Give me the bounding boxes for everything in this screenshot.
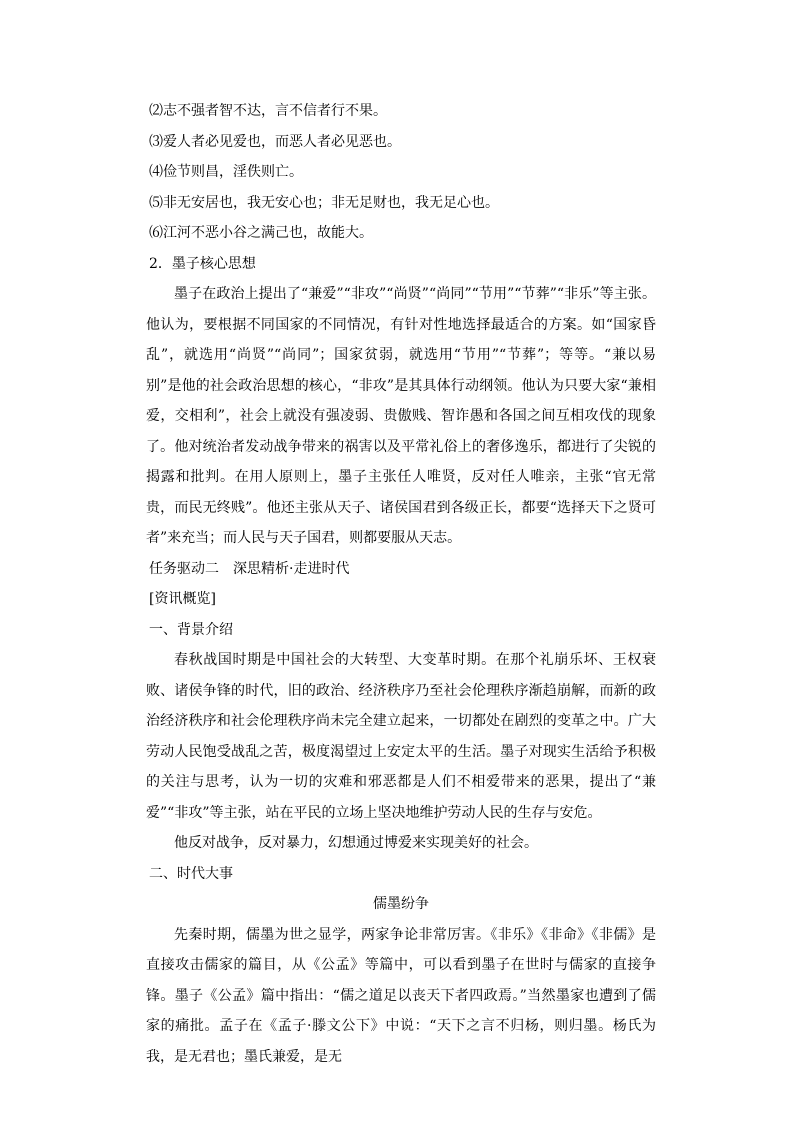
quote-item-2: ⑵志不强者智不达，言不信者行不果。 <box>149 103 387 119</box>
events-title: 儒墨纷争 <box>373 896 429 912</box>
events-heading: 二、时代大事 <box>149 865 233 882</box>
background-heading: 一、背景介绍 <box>149 621 233 638</box>
background-paragraph-2: 他反对战争，反对暴力，幻想通过博爱来实现美好的社会。 <box>174 835 538 851</box>
section2-heading: 2．墨子核心思想 <box>149 255 256 272</box>
section2-paragraph: 墨子在政治上提出了“兼爱”“非攻”“尚贤”“尚同”“节用”“节葬”“非乐”等主张。他认为，要根据不同国家的不同情况，有针对性地选择最适合的方案。如“国家昏乱”，就选用“尚贤”“尚同”；国家贫弱，就选用“节用”“节葬”；等等。“兼以易别”是他的社会政治思想的核心，“非攻”是其具体行动纲领。他认为只要大家“兼相爱，交相利”，社会上就没有强凌弱、贵傲贱、智诈愚和各国之间互相攻伐的现象了。他对统治者发动战争带来的祸害以及平常礼俗上的奢侈逸乐，都进行了尖锐的揭露和批判。在用人原则上，墨子主张任人唯贤，反对任人唯亲，主张“官无常贵，而民无终贱”。他还主张从天子、诸侯国君到各级正长，都要“选择天下之贤可者”来充当；而人民与天子国君，则都要服从天志。 <box>146 286 656 546</box>
quote-item-4: ⑷俭节则昌，淫佚则亡。 <box>149 164 303 180</box>
quote-item-3: ⑶爱人者必见爱也，而恶人者必见恶也。 <box>149 133 401 150</box>
background-paragraph-1: 春秋战国时期是中国社会的大转型、大变革时期。在那个礼崩乐坏、王权衰败、诸侯争锋的时代，旧的政治、经济秩序乃至社会伦理秩序渐趋崩解，而新的政治经济秩序和社会伦理秩序尚未完全建立起来，一切都处在剧烈的变革之中。广大劳动人民饱受战乱之苦，极度渴望过上安定太平的生活。墨子对现实生活给予积极的关注与思考，认为一切的灾难和邪恶都是人们不相爱带来的恶果，提出了“兼爱”“非攻”等主张，站在平民的立场上坚决地维护劳动人民的生存与安危。 <box>146 652 656 821</box>
info-heading: [资讯概览] <box>149 591 216 607</box>
document-page <box>146 96 656 1072</box>
events-paragraph: 先秦时期，儒墨为世之显学，两家争论非常厉害。《非乐》《非命》《非儒》是直接攻击儒家的篇目，从《公孟》等篇中，可以看到墨子在世时与儒家的直接争锋。墨子《公孟》篇中指出：“儒之道足以丧天下者四政焉。”当然墨家也遭到了儒家的痛批。孟子在《孟子·滕文公下》中说：“天下之言不归杨，则归墨。杨氏为我，是无君也；墨氏兼爱，是无 <box>146 926 656 1065</box>
quote-item-5: ⑸非无安居也，我无安心也；非无足财也，我无足心也。 <box>149 194 499 211</box>
task-heading: 任务驱动二 深思精析·走进时代 <box>149 560 350 577</box>
quote-item-6: ⑹江河不恶小谷之满己也，故能大。 <box>149 225 373 241</box>
